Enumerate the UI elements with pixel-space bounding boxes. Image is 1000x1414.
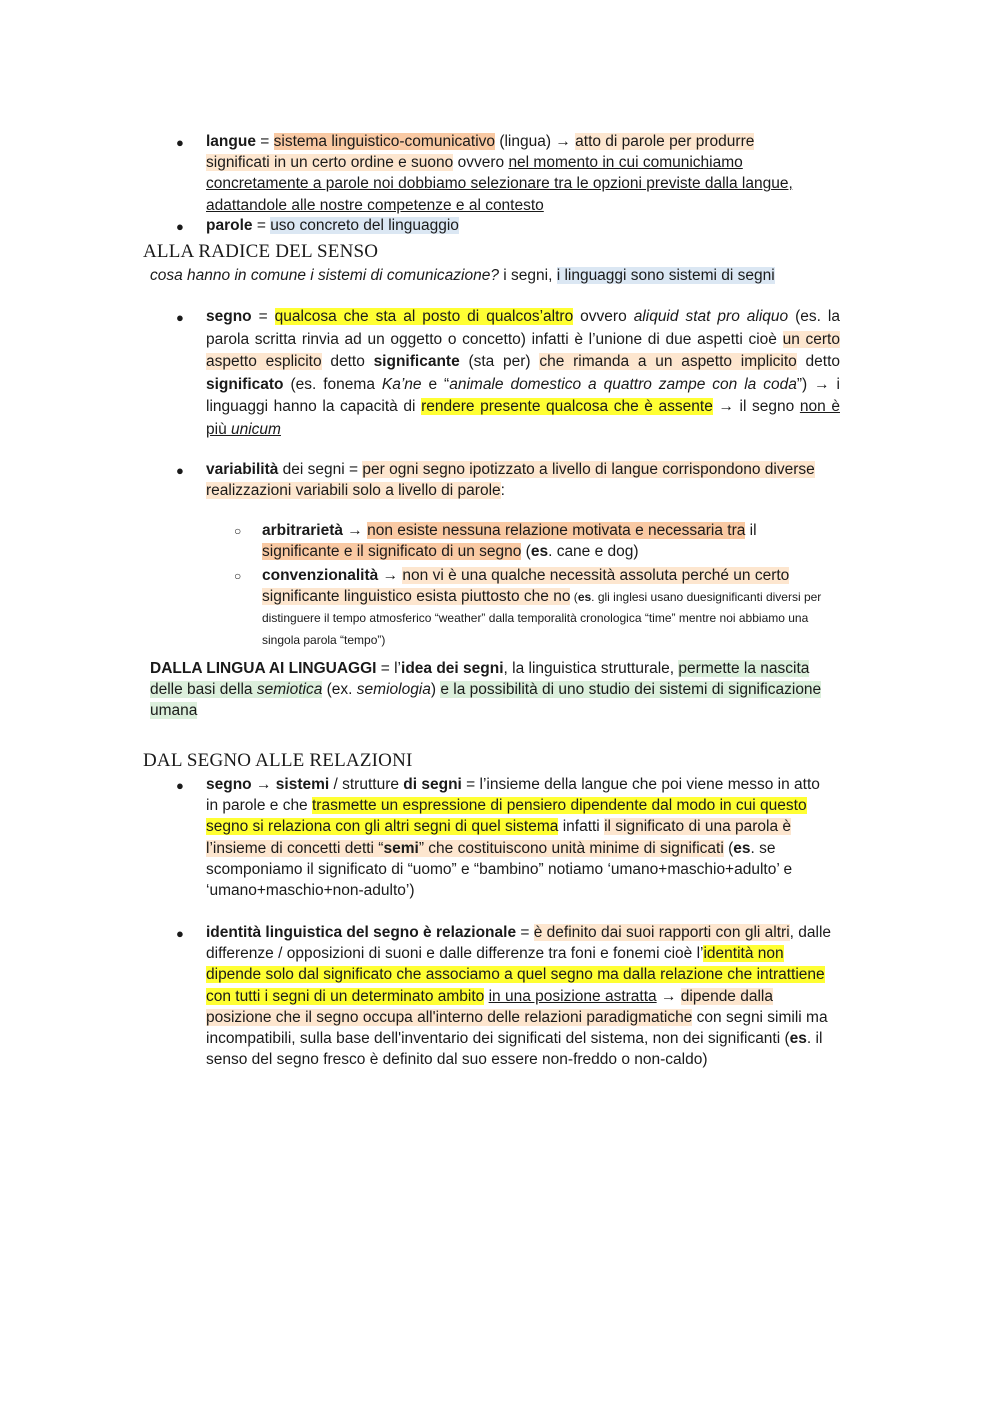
- highlight: semiotica: [256, 681, 323, 699]
- segno-item: segno = qualcosa che sta al posto di qualcos’altro ovvero aliquid stat pro aliquo (es. la parola scritta rinvia ad un oggetto o concetto) infatti è l’unione di due aspetti cioè un certo aspetto esplicito detto significante (sta per) che rimanda a un aspetto implicito detto significato (es. fonema Ka’ne e “animale domestico a quattro zampe con la coda”) → i linguaggi hanno la capacità di rendere presente qualcosa che è assente → il segno non è più unicum: [206, 308, 841, 438]
- variabilita-item: variabilità dei segni = per ogni segno ipotizzato a livello di langue corrispondono diverse realizzazioni variabili solo a livello di parole:: [206, 461, 815, 500]
- highlight: che rimanda a un aspetto implicito: [539, 353, 797, 370]
- highlight: atto di parole per produrre significati in un certo ordine e suono: [206, 133, 755, 172]
- section-heading: DAL SEGNO ALLE RELAZIONI: [143, 750, 413, 771]
- bullet: ●: [176, 778, 184, 793]
- highlight: qualcosa che sta al posto di qualcos’altro: [274, 308, 574, 325]
- highlight: ” che costituiscono unità minime di significati: [418, 839, 724, 857]
- convenzionalita-item: convenzionalità → non vi è una qualche necessità assoluta perché un certo significante linguistico esista piuttosto che no (es. gli inglesi usano duesignificanti diversi per distinguere il tempo atmosferico “weather” dalla temporalità cronologica “time” mentre noi abbiamo una singola parola “tempo”): [262, 567, 822, 647]
- highlight: non esiste nessuna relazione motivata e necessaria tra: [367, 522, 746, 539]
- highlight: rendere presente qualcosa che è assente: [421, 398, 713, 415]
- highlight: un certo aspetto esplicito: [206, 330, 840, 370]
- underlined-text: in una posizione astratta: [488, 987, 657, 1005]
- highlight: e la possibilità di uno studio dei sistemi di significazione umana: [150, 681, 822, 720]
- highlight: semi: [383, 839, 419, 857]
- underlined-text: unicum: [231, 420, 281, 438]
- langue-item: langue = sistema linguistico-comunicativo (lingua) → atto di parole per produrre significati in un certo ordine e suono ovvero nel momento in cui comunichiamo concretamente a parole noi dobbiamo selezionare tra le opzioni previste dalla langue, adattandole alle nostre competenze e al contesto: [206, 133, 793, 214]
- bullet: ●: [176, 135, 184, 150]
- intro-line: cosa hanno in comune i sistemi di comunicazione? i segni, i linguaggi sono sistemi di segni: [150, 267, 775, 284]
- arbitrarieta-item: arbitrarietà → non esiste nessuna relazione motivata e necessaria tra il significante e il significato di un segno (es. cane e dog): [262, 522, 757, 561]
- highlight: sistema linguistico-comunicativo: [273, 133, 496, 150]
- underlined-text: non è più: [206, 398, 840, 438]
- bullet: ●: [176, 926, 184, 941]
- section-heading: ALLA RADICE DEL SENSO: [143, 241, 379, 262]
- bullet: ●: [176, 463, 184, 478]
- highlight: permette la nascita delle basi della: [150, 660, 810, 699]
- underlined-text: nel momento in cui comunichiamo concretamente a parole noi dobbiamo selezionare tra le opzioni previste dalla langue, adattandole alle nostre competenze e al contesto: [206, 154, 793, 214]
- circle-bullet: ○: [234, 569, 242, 583]
- identita-item: identità linguistica del segno è relazionale = è definito dai suoi rapporti con gli altri, dalle differenze / opposizioni di suoni e dalle differenze tra foni e fonemi cioè l’identità non dipende solo dal significato che associamo a quel segno ma dalla relazione che intrattiene con tutti i segni di un determinato ambito in una posizione astratta → dipende dalla posizione che il segno occupa all'interno delle relazioni paradigmatiche con segni simili ma incompatibili, sulla base dell'inventario dei significati del sistema, non dei significanti (es. il senso del segno fresco è definito dal suo essere non-freddo o non-caldo): [206, 924, 832, 1069]
- bullet: ●: [176, 219, 184, 234]
- dalla-lingua-paragraph: DALLA LINGUA AI LINGUAGGI = l’idea dei segni, la linguistica strutturale, permette la nascita delle basi della semiotica (ex. semiologia) e la possibilità di uno studio dei sistemi di significazione umana: [150, 660, 822, 720]
- highlight: significante e il significato di un segno: [262, 543, 522, 561]
- highlight: trasmette un espressione di pensiero dipendente dal modo in cui questo segno si relaziona con gli altri segni di quel sistema: [206, 797, 807, 836]
- term: parole: [206, 217, 253, 234]
- bullet: ●: [176, 310, 184, 325]
- term: arbitrarietà: [262, 522, 343, 539]
- highlight: uso concreto del linguaggio: [270, 217, 459, 234]
- highlight: il significato di una parola è l’insieme di concetti detti “: [206, 818, 792, 857]
- highlight: non vi è una qualche necessità assoluta perché un certo significante linguistico esista piuttosto che no: [262, 567, 790, 606]
- highlight: dipende dalla posizione che il segno occupa all'interno delle relazioni paradigmatiche: [206, 987, 773, 1026]
- circle-bullet: ○: [234, 524, 242, 538]
- term: langue: [206, 133, 256, 150]
- highlight: per ogni segno ipotizzato a livello di langue corrispondono diverse realizzazioni variabili solo a livello di parole: [206, 461, 815, 500]
- term: convenzionalità: [262, 567, 379, 584]
- parole-item: parole = uso concreto del linguaggio: [206, 217, 459, 234]
- term: variabilità: [206, 461, 279, 478]
- highlight: è definito dai suoi rapporti con gli altri: [533, 924, 790, 941]
- sistemi-item: segno → sistemi / strutture di segni = l’insieme della langue che poi viene messo in atto in parole e che trasmette un espressione di pensiero dipendente dal modo in cui questo segno si relaziona con gli altri segni di quel sistema infatti il significato di una parola è l’insieme di concetti detti “semi” che costituiscono unità minime di significati (es. se scomponiamo il significato di “uomo” e “bambino” notiamo ‘umano+maschio+adulto’ e ‘umano+maschio+non-adulto’): [206, 776, 820, 900]
- highlight: i linguaggi sono sistemi di segni: [556, 267, 775, 284]
- term: segno: [206, 308, 252, 325]
- highlight: identità non dipende solo dal significato che associamo a quel segno ma dalla relazione che intrattiene con tutti i segni di un determinato ambito: [206, 945, 825, 1005]
